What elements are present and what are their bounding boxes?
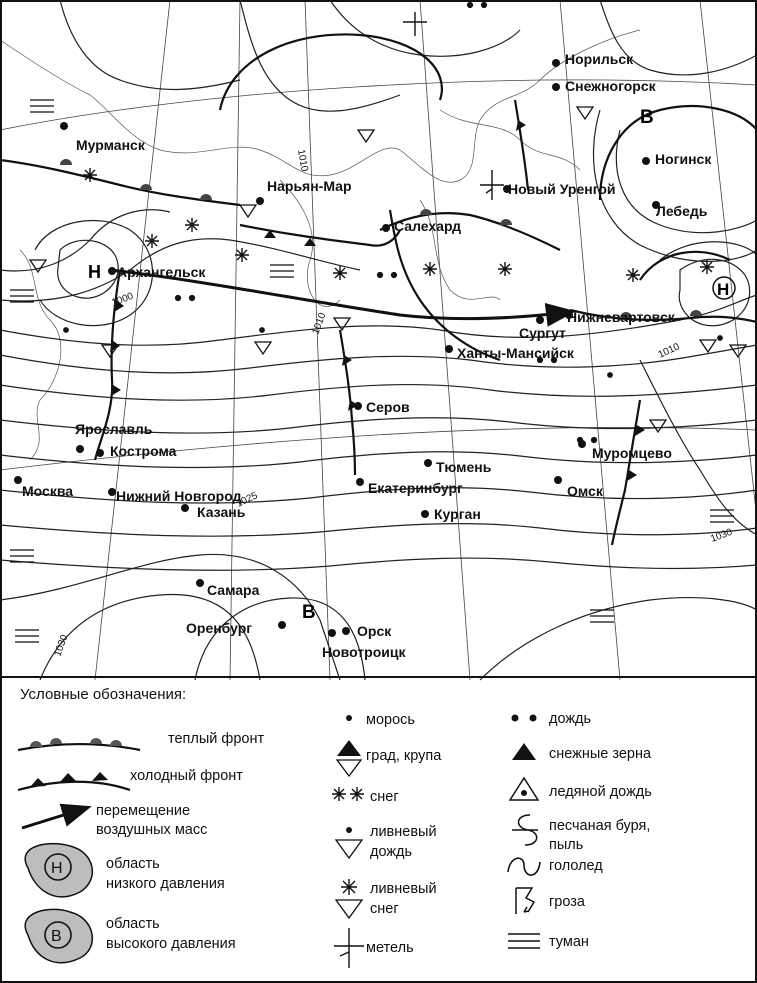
legend-fog [508, 934, 589, 950]
legend-high-pressure [25, 909, 235, 962]
snow-icon [332, 787, 364, 801]
legend-drizzle-label: морось [366, 712, 415, 728]
cities [14, 51, 712, 660]
legend-cold-front [18, 768, 243, 790]
legend-shower-snow-label-1: ливневый [370, 881, 437, 897]
legend-high-area-label-1: область [106, 916, 160, 932]
pressure-centers [88, 107, 735, 623]
legend-shower-snow [336, 879, 437, 918]
legend-hail [337, 740, 442, 776]
legend-thunderstorm-label: гроза [549, 894, 585, 910]
city-naryan-mar: Нарьян-Мар [267, 178, 352, 194]
legend-rain [512, 711, 592, 727]
city-kostroma: Кострома [110, 443, 177, 459]
city-snezhnogorsk: Снежногорск [565, 78, 656, 94]
isobar-label: 1010 [295, 148, 310, 173]
city-surgut: Сургут [519, 325, 566, 341]
legend-air-movement-label-1: перемещение [96, 803, 191, 819]
legend-low-pressure [25, 844, 225, 897]
legend-sandstorm [512, 815, 650, 853]
legend-rain-label: дождь [549, 711, 592, 727]
legend-freezing-rain [510, 778, 652, 800]
legend-fog-label: туман [549, 934, 589, 950]
cold-fronts [95, 100, 645, 545]
legend-drizzle [346, 712, 415, 728]
legend [1, 677, 756, 982]
isobar-label: 1030 [709, 526, 734, 545]
city-nizhny-novgorod: Нижний Новгород [116, 488, 242, 504]
city-orenburg: Оренбург [186, 620, 253, 636]
legend-snow-grains [512, 743, 652, 762]
city-kazan: Казань [197, 504, 246, 520]
low-pressure-label-west: Н [88, 262, 101, 282]
city-salekhard: Салехард [394, 218, 462, 234]
shower-snow-icon [341, 879, 357, 895]
blizzard-icon [334, 928, 364, 968]
legend-blizzard [334, 928, 414, 968]
legend-air-movement-label-2: воздушных масс [96, 822, 208, 838]
bold-isobars [220, 34, 757, 360]
freezing-rain-icon [510, 778, 538, 800]
city-yaroslavl: Ярославль [75, 421, 153, 437]
city-novotroitsk: Новотроицк [322, 644, 406, 660]
legend-ice [508, 858, 603, 875]
coastlines [0, 30, 640, 460]
city-norilsk: Норильск [565, 51, 634, 67]
high-pressure-label-north: В [640, 107, 654, 128]
city-novy-urengoy: Новый Уренгой [508, 181, 616, 197]
city-moskva: Москва [22, 483, 74, 499]
drizzle-icon [346, 715, 352, 721]
legend-title: Условные обозначения: [20, 686, 187, 703]
snow-grains-icon [512, 743, 536, 760]
legend-freezing-rain-label: ледяной дождь [549, 784, 652, 800]
legend-thunderstorm [516, 888, 586, 914]
legend-warm-front-label: теплый фронт [168, 731, 265, 747]
legend-blizzard-label: метель [366, 940, 414, 956]
city-omsk: Омск [567, 483, 603, 499]
legend-sandstorm-label-1: песчаная буря, [549, 818, 651, 834]
legend-snow-label: снег [370, 789, 399, 805]
rain-icon [512, 715, 519, 722]
isobar-label: 1010 [310, 311, 329, 337]
legend-shower-rain-label-1: ливневый [370, 824, 437, 840]
legend-shower-rain-label-2: дождь [370, 844, 413, 860]
city-serov: Серов [366, 399, 410, 415]
legend-low-area-label-2: низкого давления [106, 876, 225, 892]
isobar-label: 1010 [656, 341, 682, 361]
city-orsk: Орск [357, 623, 392, 639]
city-tyumen: Тюмень [436, 459, 492, 475]
city-nizhnevartovsk: Нижневартовск [567, 309, 675, 325]
legend-shower-rain [336, 824, 437, 860]
shower-rain-icon [346, 827, 352, 833]
legend-sandstorm-label-2: пыль [549, 837, 584, 853]
ice-icon [508, 858, 540, 875]
low-pressure-label-east: Н [717, 280, 730, 299]
legend-shower-snow-label-2: снег [370, 901, 399, 917]
city-arkhangelsk: Архангельск [117, 264, 206, 280]
legend-warm-front [18, 731, 264, 750]
legend-snow-grains-label: снежные зерна [549, 746, 652, 762]
legend-hail-label: град, крупа [366, 748, 442, 764]
isobar-label: 1030 [52, 633, 71, 659]
city-kurgan: Курган [434, 506, 481, 522]
sandstorm-icon [512, 815, 538, 845]
high-pressure-label-south: В [302, 602, 316, 623]
high-pressure-symbol: В [51, 928, 62, 945]
city-samara: Самара [207, 582, 260, 598]
legend-high-area-label-2: высокого давления [106, 936, 236, 952]
city-lebed: Лебедь [656, 203, 708, 219]
legend-low-area-label-1: область [106, 856, 160, 872]
isobar-label: 1000 [110, 290, 135, 309]
legend-snow [332, 787, 399, 805]
city-khanty-mansiysk: Ханты-Мансийск [457, 345, 574, 361]
city-muromtsevo: Муромцево [592, 445, 672, 461]
legend-cold-front-label: холодный фронт [130, 768, 243, 784]
fog-icon [508, 934, 540, 948]
city-noginsk: Ногинск [655, 151, 712, 167]
thunderstorm-icon [516, 888, 534, 914]
hail-icon [337, 740, 361, 756]
isobar-label: 1025 [234, 490, 260, 510]
low-pressure-symbol: Н [51, 860, 63, 877]
city-ekaterinburg: Екатеринбург [368, 480, 463, 496]
city-murmansk: Мурманск [76, 137, 145, 153]
legend-ice-label: гололед [549, 858, 603, 874]
legend-air-movement [22, 803, 207, 838]
